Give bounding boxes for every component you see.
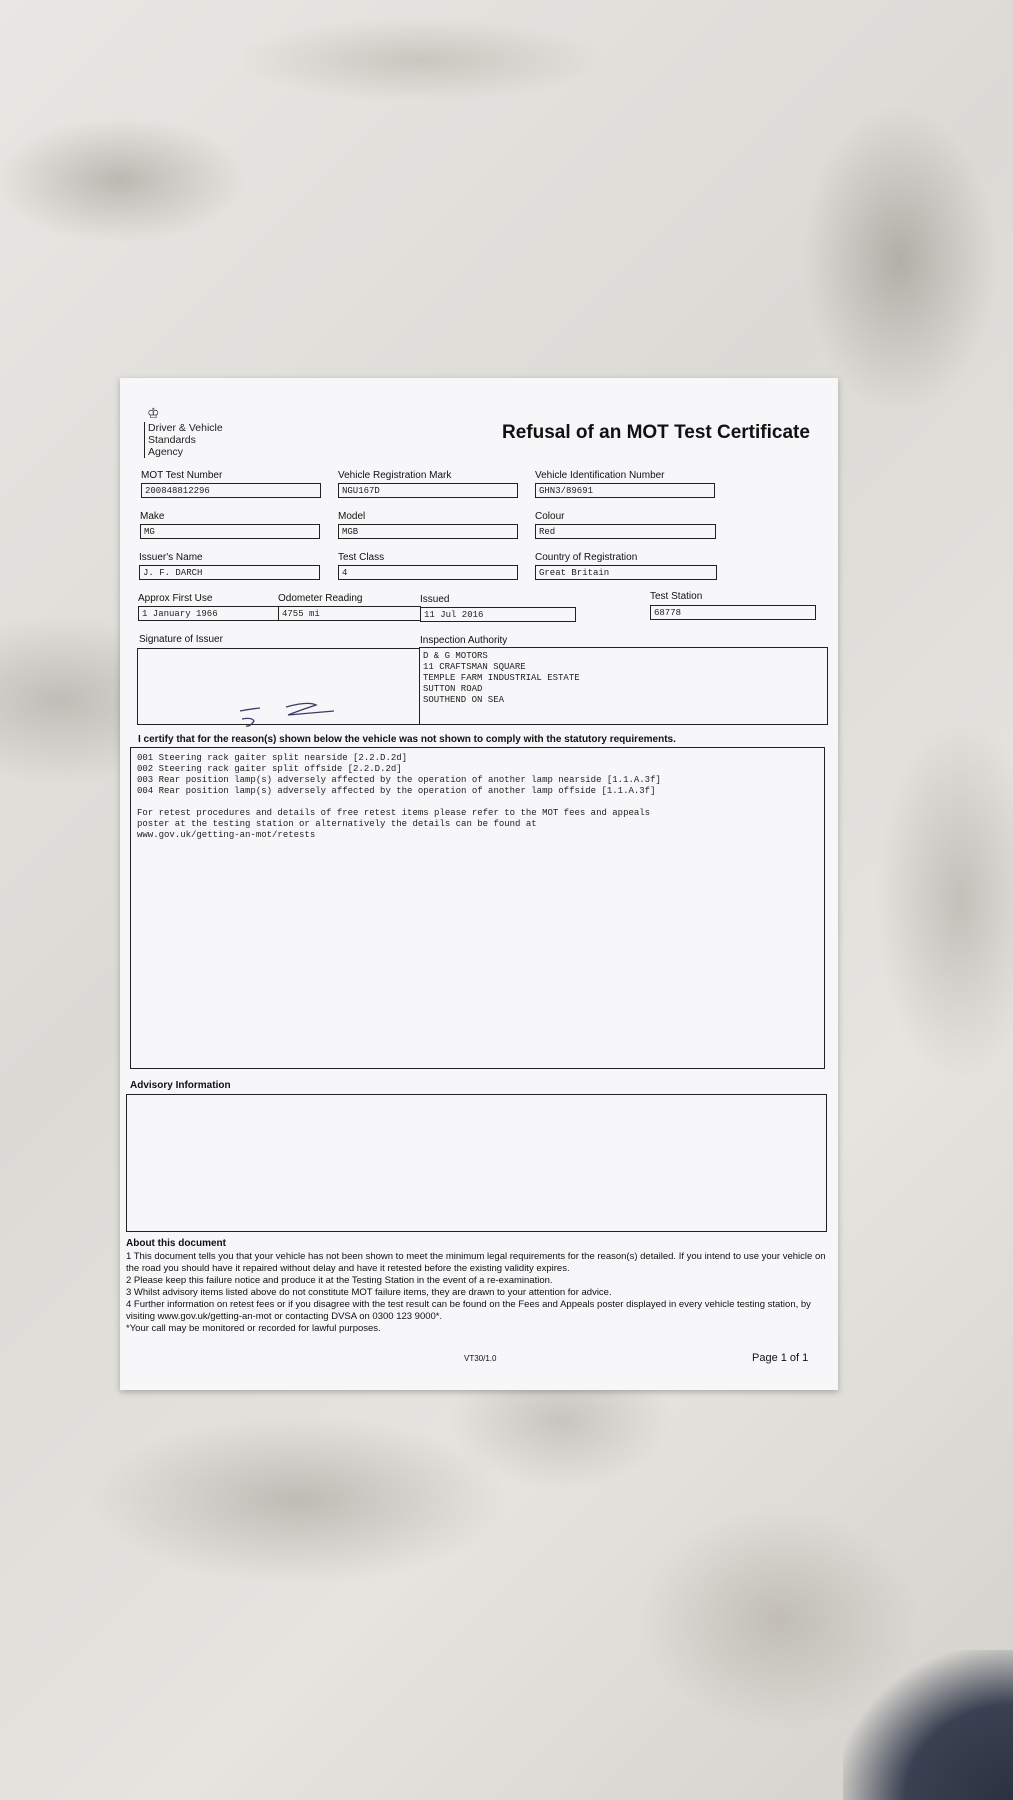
signature-label: Signature of Issuer [139, 634, 223, 645]
make-value: MG [140, 524, 320, 539]
failure-reason: 003 Rear position lamp(s) adversely affected by the operation of another lamp nearside [1.1.A.3f] [137, 775, 661, 785]
make-label: Make [140, 511, 165, 522]
inspection-line: SOUTHEND ON SEA [423, 695, 505, 705]
colour-label: Colour [535, 511, 565, 522]
about-heading: About this document [126, 1238, 226, 1249]
first-use-value: 1 January 1966 [138, 606, 281, 621]
mot-refusal-certificate [120, 378, 838, 1390]
issuer-value: J. F. DARCH [139, 565, 320, 580]
about-item: 3 Whilst advisory items listed above do not constitute MOT failure items, they are drawn to your attention for advice. [126, 1287, 612, 1298]
inspection-authority-label: Inspection Authority [420, 635, 508, 646]
retest-info-line: For retest procedures and details of free retest items please refer to the MOT fees and appeals [137, 808, 651, 818]
mot-test-number-label: MOT Test Number [141, 470, 223, 481]
odometer-value: 4755 mi [278, 606, 421, 621]
vin-value: GHN3/89691 [535, 483, 715, 498]
page-number: Page 1 of 1 [752, 1352, 809, 1364]
background-corner [843, 1650, 1013, 1800]
agency-line-3: Agency [148, 446, 184, 458]
issued-value: 11 Jul 2016 [420, 607, 576, 622]
vrm-label: Vehicle Registration Mark [338, 470, 452, 481]
about-text [126, 1251, 831, 1335]
inspection-line: TEMPLE FARM INDUSTRIAL ESTATE [423, 673, 580, 683]
odometer-label: Odometer Reading [278, 593, 363, 604]
failure-reason: 002 Steering rack gaiter split offside [2.2.D.2d] [137, 764, 402, 774]
country-value: Great Britain [535, 565, 717, 580]
retest-info-line: poster at the testing station or alternatively the details can be found at [137, 819, 537, 829]
inspection-authority-box [419, 647, 828, 725]
inspection-line: SUTTON ROAD [423, 684, 483, 694]
issued-label: Issued [420, 594, 450, 605]
retest-info-line: www.gov.uk/getting-an-mot/retests [137, 830, 316, 840]
test-class-label: Test Class [338, 552, 385, 563]
signature-box [137, 648, 440, 725]
agency-line-1: Driver & Vehicle [148, 422, 223, 434]
issuer-signature [238, 693, 348, 733]
country-label: Country of Registration [535, 552, 638, 563]
test-station-value: 68778 [650, 605, 816, 620]
vin-label: Vehicle Identification Number [535, 470, 665, 481]
inspection-line: D & G MOTORS [423, 651, 488, 661]
issuer-label: Issuer's Name [139, 552, 203, 563]
document-title: Refusal of an MOT Test Certificate [502, 422, 810, 443]
dvsa-logo [144, 422, 223, 458]
advisory-box [126, 1094, 827, 1232]
test-station-label: Test Station [650, 591, 703, 602]
about-item: 1 This document tells you that your vehicle has not been shown to meet the minimum legal requirements for the reason(s) detailed. If you intend to use your vehicle on the road you should have it repaired without delay and have it retested before the existing validity expires. [126, 1251, 826, 1274]
about-item: 2 Please keep this failure notice and produce it at the Testing Station in the event of a re-examination. [126, 1275, 553, 1286]
certify-statement: I certify that for the reason(s) shown below the vehicle was not shown to comply with the statutory requirements. [138, 734, 676, 745]
failure-reason: 004 Rear position lamp(s) adversely affected by the operation of another lamp offside [1.1.A.3f] [137, 786, 656, 796]
about-item: *Your call may be monitored or recorded for lawful purposes. [126, 1323, 381, 1334]
model-value: MGB [338, 524, 518, 539]
about-item: 4 Further information on retest fees or if you disagree with the test result can be found on the Fees and Appeals poster displayed in every vehicle testing station, by visiting www.gov.uk/getting-an-mot or contacting DVSA on 0300 123 9000*. [126, 1299, 811, 1322]
inspection-line: 11 CRAFTSMAN SQUARE [423, 662, 526, 672]
failure-reasons-box [130, 747, 825, 1069]
failure-reason: 001 Steering rack gaiter split nearside [2.2.D.2d] [137, 753, 408, 763]
form-code: VT30/1.0 [464, 1354, 497, 1363]
test-class-value: 4 [338, 565, 518, 580]
vrm-value: NGU167D [338, 483, 518, 498]
colour-value: Red [535, 524, 716, 539]
first-use-label: Approx First Use [138, 593, 213, 604]
royal-crest-icon: ♔ [147, 405, 160, 421]
mot-test-number-value: 200848812296 [141, 483, 321, 498]
agency-line-2: Standards [148, 434, 196, 446]
advisory-label: Advisory Information [130, 1080, 231, 1091]
model-label: Model [338, 511, 366, 522]
